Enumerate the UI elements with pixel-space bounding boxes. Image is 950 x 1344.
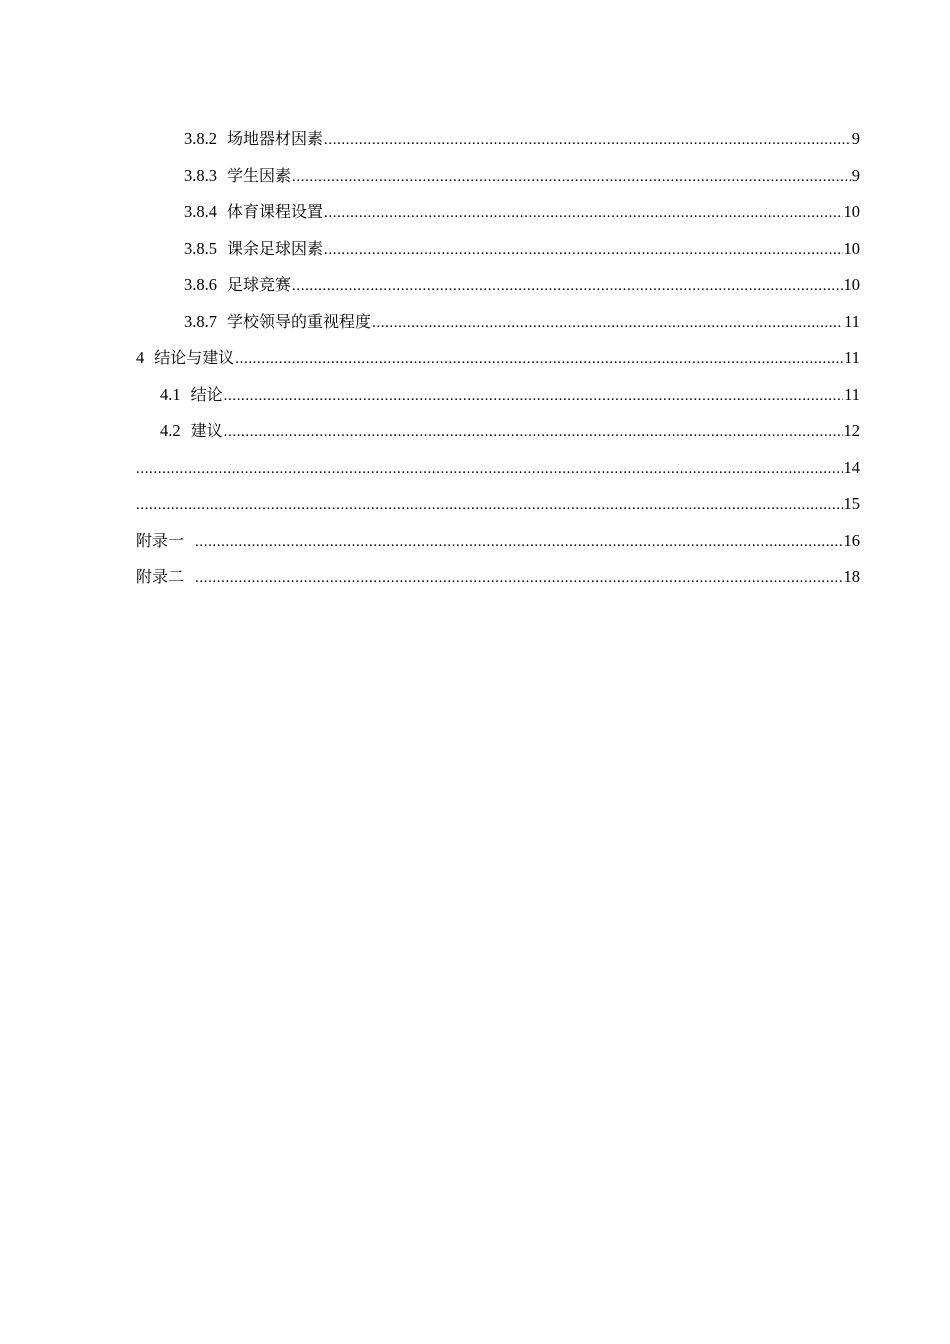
toc-dot-leader [195, 560, 842, 597]
toc-entry-title: 场地器材因素 [227, 129, 324, 148]
toc-entry-title: 体育课程设置 [227, 202, 324, 221]
toc-entry-title: 足球竞赛 [227, 275, 292, 294]
toc-dot-leader [292, 268, 842, 305]
toc-entry-number: 3.8.5 [184, 238, 217, 258]
toc-dot-leader [324, 122, 851, 159]
toc-dot-leader [224, 378, 843, 415]
toc-entry-title: 课余足球因素 [227, 238, 324, 258]
toc-dot-leader [136, 487, 843, 524]
toc-entry-4-1[interactable] [136, 377, 860, 414]
toc-entry-title: 学校领导的重视程度 [227, 311, 372, 331]
toc-entry-page-number: 11 [844, 384, 860, 404]
toc-dot-leader [224, 414, 843, 451]
toc-entry-appendix-2[interactable] [136, 559, 860, 596]
toc-entry-page-number: 14 [843, 457, 860, 477]
toc-entry-title: 附录一 [136, 530, 185, 550]
toc-entry-3-8-3[interactable] [136, 158, 860, 195]
toc-entry-number: 3.8.7 [184, 311, 217, 331]
toc-dot-leader [195, 524, 842, 561]
toc-entry-3-8-7[interactable] [136, 304, 860, 341]
toc-entry-appendix-1[interactable] [136, 523, 860, 560]
toc-entry-page-number: 9 [851, 129, 860, 148]
toc-entry-page-number: 18 [843, 567, 860, 586]
toc-entry-page-number: 11 [844, 348, 860, 367]
toc-entry-page-number: 11 [844, 311, 860, 331]
toc-dot-leader [324, 232, 842, 269]
toc-entry-title: 附录二 [136, 567, 185, 586]
toc-dot-leader [324, 195, 842, 232]
toc-entry-number: 4 [136, 348, 145, 367]
toc-entry-3-8-5[interactable] [136, 231, 860, 268]
toc-entry-number: 3.8.6 [184, 275, 217, 294]
toc-dot-leader [235, 341, 843, 378]
table-of-contents [136, 121, 860, 596]
toc-entry-page-number: 15 [843, 494, 860, 513]
toc-dot-leader [372, 305, 843, 342]
toc-entry-title: 学生因素 [227, 165, 292, 185]
toc-entry-page-number: 12 [843, 421, 860, 440]
toc-entry-number: 4.2 [160, 421, 181, 440]
toc-entry-untitled-15[interactable] [136, 486, 860, 523]
toc-entry-number: 3.8.3 [184, 165, 217, 185]
toc-entry-title: 建议 [190, 421, 223, 440]
toc-entry-3-8-2[interactable] [136, 121, 860, 158]
toc-dot-leader [136, 451, 843, 488]
toc-entry-number: 3.8.2 [184, 129, 217, 148]
toc-entry-number: 3.8.4 [184, 202, 217, 221]
toc-entry-page-number: 10 [843, 238, 860, 258]
toc-entry-number: 4.1 [160, 384, 181, 404]
toc-entry-page-number: 9 [851, 165, 860, 185]
toc-entry-4-2[interactable] [136, 413, 860, 450]
toc-entry-page-number: 16 [843, 530, 860, 550]
toc-entry-title: 结论与建议 [154, 348, 235, 367]
toc-entry-3-8-4[interactable] [136, 194, 860, 231]
toc-entry-3-8-6[interactable] [136, 267, 860, 304]
toc-entry-untitled-14[interactable] [136, 450, 860, 487]
toc-entry-page-number: 10 [843, 202, 860, 221]
toc-entry-4[interactable] [136, 340, 860, 377]
toc-entry-page-number: 10 [843, 275, 860, 294]
toc-dot-leader [292, 159, 851, 196]
toc-entry-title: 结论 [190, 384, 223, 404]
